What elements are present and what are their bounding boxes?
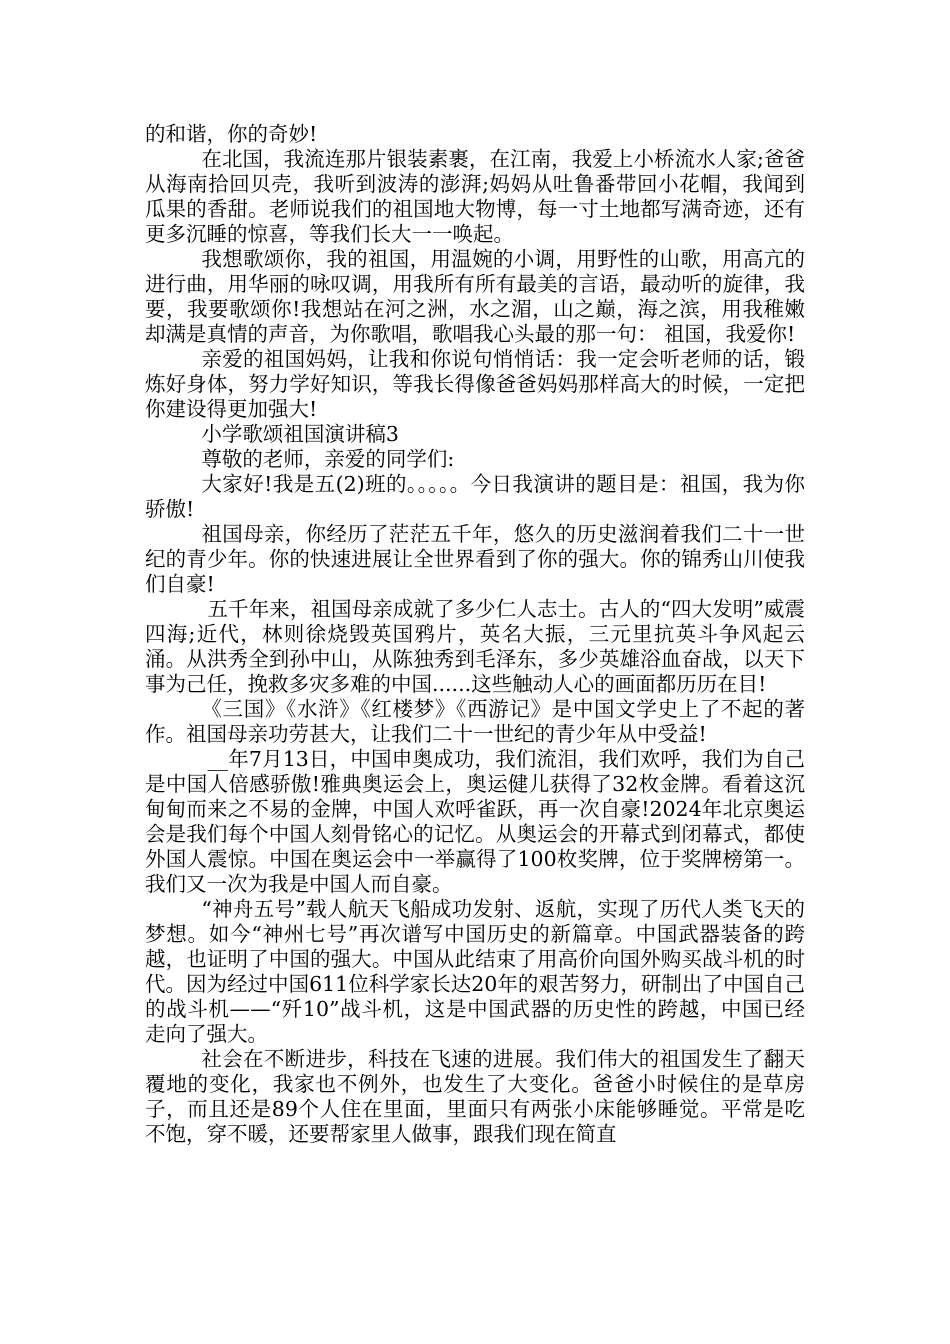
- paragraph-3: 我想歌颂你，我的祖国，用温婉的小调，用野性的山歌，用高亢的进行曲，用华丽的咏叹调，用我所有所有最美的言语，最动听的旋律，我要，我要歌颂你!我想站在河之洲，水之湄，山之巅，海之滨，用我稚嫩却满是真情的声音，为你歌唱，歌唱我心头最的那一句： 祖国，我爱你!: [145, 247, 805, 346]
- paragraph-1: 的和谐，你的奇妙!: [145, 122, 318, 146]
- paragraph-6: 五千年来，祖国母亲成就了多少仁人志士。古人的“四大发明”威震四海;近代，林则徐烧毁英国鸦片，英名大振，三元里抗英斗争风起云涌。从洪秀全到孙中山，从陈独秀到毛泽东，多少英雄浴血奋战，以天下事为己任，挽救多灾多难的中国......这些触动人心的画面都历历在目!: [145, 597, 805, 696]
- speech-title: 小学歌颂祖国演讲稿3: [201, 422, 399, 446]
- paragraph-5: 祖国母亲，你经历了茫茫五千年，悠久的历史滋润着我们二十一世纪的青少年。你的快速进展让全世界看到了你的强大。你的锦秀山川使我们自豪!: [145, 522, 805, 596]
- paragraph-7: 《三国》《水浒》《红楼梦》《西游记》是中国文学史上了不起的著作。祖国母亲功劳甚大，让我们二十一世纪的青少年从中受益!: [145, 697, 805, 746]
- paragraph-greeting: 大家好!我是五(2)班的。。。。。今日我演讲的题目是：祖国，我为你骄傲!: [145, 472, 805, 521]
- document-body: [145, 122, 805, 1147]
- salutation: 尊敬的老师，亲爱的同学们:: [201, 447, 455, 471]
- paragraph-2: 在北国，我流连那片银装素裹，在江南，我爱上小桥流水人家;爸爸从海南拾回贝壳，我听到波涛的澎湃;妈妈从吐鲁番带回小花帽，我闻到瓜果的香甜。老师说我们的祖国地大物博，每一寸土地都写满奇迹，还有更多沉睡的惊喜，等我们长大一一唤起。: [145, 147, 805, 246]
- paragraph-4: 亲爱的祖国妈妈，让我和你说句悄悄话：我一定会听老师的话，锻炼好身体，努力学好知识，等我长得像爸爸妈妈那样高大的时候，一定把你建设得更加强大!: [145, 347, 805, 421]
- paragraph-10: 社会在不断进步，科技在飞速的进展。我们伟大的祖国发生了翻天覆地的变化，我家也不例外，也发生了大变化。爸爸小时候住的是草房子，而且还是89个人住在里面，里面只有两张小床能够睡觉。平常是吃不饱，穿不暖，还要帮家里人做事，跟我们现在简直: [145, 1047, 805, 1146]
- paragraph-8: __年7月13日，中国申奥成功，我们流泪，我们欢呼，我们为自己是中国人倍感骄傲!雅典奥运会上，奥运健儿获得了32枚金牌。看着这沉甸甸而来之不易的金牌，中国人欢呼雀跃，再一次自豪!2024年北京奥运会是我们每个中国人刻骨铭心的记忆。从奥运会的开幕式到闭幕式，都使外国人震惊。中国在奥运会中一举赢得了100枚奖牌，位于奖牌榜第一。我们又一次为我是中国人而自豪。: [145, 747, 805, 896]
- paragraph-9: “神舟五号”载人航天飞船成功发射、返航，实现了历代人类飞天的梦想。如今“神州七号”再次谱写中国历史的新篇章。中国武器装备的跨越，也证明了中国的强大。中国从此结束了用高价向国外购买战斗机的时代。因为经过中国611位科学家长达20年的艰苦努力，研制出了中国自己的战斗机——“歼10”战斗机，这是中国武器的历史性的跨越，中国已经走向了强大。: [145, 897, 805, 1046]
